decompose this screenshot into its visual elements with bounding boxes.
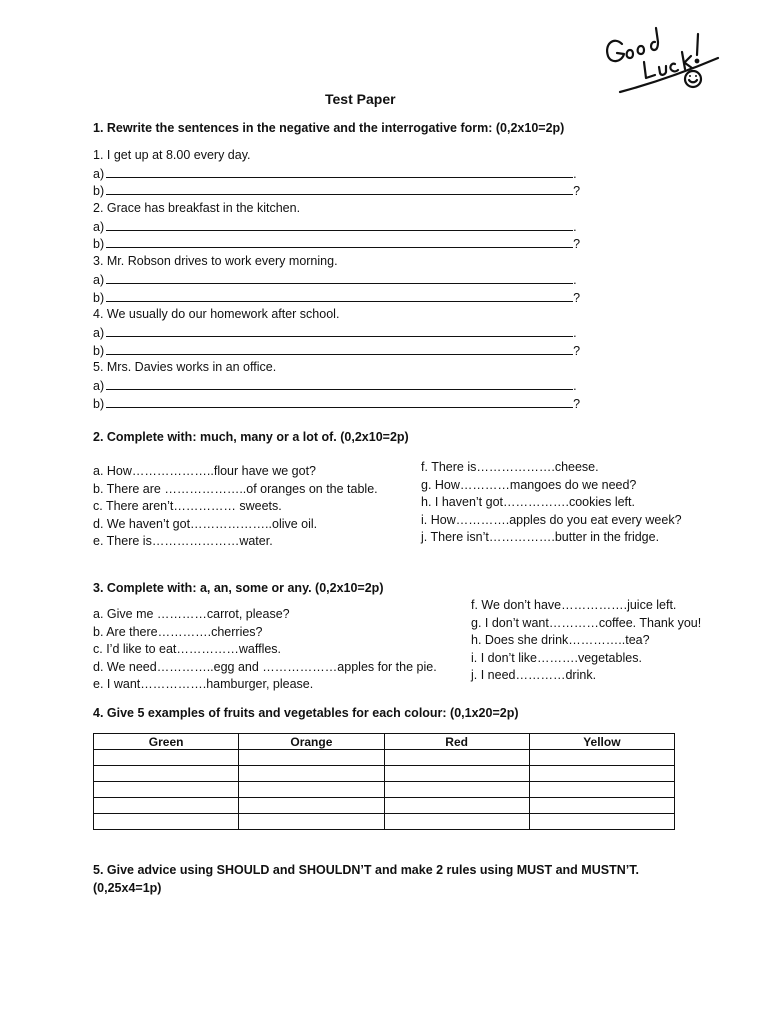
sentence-1: 1. I get up at 8.00 every day. [93, 148, 251, 162]
section-3-heading: 3. Complete with: a, an, some or any. (0,2x10=2p) [93, 581, 384, 595]
exercise-item: b. There are ………………..of oranges on the table. [93, 481, 378, 496]
exercise-item: h. I haven’t got…………….cookies left. [421, 495, 635, 510]
table-row [94, 798, 675, 814]
table-cell[interactable] [384, 782, 529, 798]
table-row [94, 814, 675, 830]
column-header-yellow: Yellow [529, 734, 674, 750]
column-header-green: Green [94, 734, 239, 750]
answer-line[interactable]: a) . [93, 325, 577, 340]
exercise-item: f. There is……………….cheese. [421, 460, 599, 474]
sentence-3: 3. Mr. Robson drives to work every morning. [93, 254, 338, 269]
exercise-item: g. How…………mangoes do we need? [421, 477, 637, 492]
section-1-lines [93, 147, 693, 412]
exercise-item: i. I don’t like……….vegetables. [471, 650, 642, 665]
colour-table [93, 733, 675, 830]
table-row [94, 782, 675, 798]
table-cell[interactable] [239, 814, 384, 830]
exercise-item: c. I’d like to eat……………waffles. [93, 642, 282, 657]
answer-line[interactable]: b) ? [93, 343, 581, 358]
exercise-item: j. I need…………drink. [471, 668, 597, 683]
column-header-red: Red [384, 734, 529, 750]
table-row [94, 766, 675, 782]
sentence-4: 4. We usually do our homework after school. [93, 307, 340, 322]
good-luck-drawing [600, 22, 725, 100]
answer-line[interactable]: b) ? [93, 184, 581, 199]
section-5-heading-line-1: 5. Give advice using SHOULD and SHOULDN’T and make 2 rules using MUST and MUSTN’T. [93, 863, 639, 877]
table-cell[interactable] [384, 766, 529, 782]
table-cell[interactable] [239, 798, 384, 814]
answer-line[interactable]: a) . [93, 219, 577, 234]
table-cell[interactable] [529, 766, 674, 782]
exercise-item: c. There aren’t…………… sweets. [93, 499, 282, 514]
section-2-left-column [93, 463, 378, 551]
section-5-heading-line-2: (0,25x4=1p) [93, 881, 162, 895]
good-luck-logo [600, 22, 725, 100]
table-cell[interactable] [384, 814, 529, 830]
table-cell[interactable] [239, 766, 384, 782]
answer-line[interactable]: b) ? [93, 290, 581, 305]
table-cell[interactable] [94, 750, 239, 766]
exercise-item: f. We don’t have…………….juice left. [471, 598, 677, 612]
table-cell[interactable] [529, 798, 674, 814]
exercise-item: i. How………….apples do you eat every week? [421, 512, 682, 527]
sentence-5: 5. Mrs. Davies works in an office. [93, 360, 277, 375]
exercise-item: d. We need…………..egg and ………………apples for the pie. [93, 659, 437, 674]
sentence-2: 2. Grace has breakfast in the kitchen. [93, 201, 301, 216]
table-cell[interactable] [529, 750, 674, 766]
exercise-item: a. How………………..flour have we got? [93, 464, 316, 478]
page-title: Test Paper [325, 91, 396, 107]
exercise-item: j. There isn’t…………….butter in the fridge. [421, 530, 660, 545]
table-cell[interactable] [94, 782, 239, 798]
answer-line[interactable]: b) ? [93, 237, 581, 252]
table-cell[interactable] [239, 750, 384, 766]
section-2-heading: 2. Complete with: much, many or a lot of. (0,2x10=2p) [93, 430, 409, 444]
table-cell[interactable] [94, 814, 239, 830]
section-3-left-column [93, 606, 437, 694]
column-header-orange: Orange [239, 734, 384, 750]
exercise-item: g. I don’t want…………coffee. Thank you! [471, 615, 702, 630]
table-cell[interactable] [239, 782, 384, 798]
section-4-heading: 4. Give 5 examples of fruits and vegetables for each colour: (0,1x20=2p) [93, 706, 519, 720]
exercise-item: a. Give me …………carrot, please? [93, 607, 290, 621]
table-cell[interactable] [529, 782, 674, 798]
table-cell[interactable] [94, 798, 239, 814]
table-cell[interactable] [529, 814, 674, 830]
exercise-item: d. We haven’t got………………..olive oil. [93, 516, 318, 531]
table-row [94, 750, 675, 766]
exercise-item: b. Are there………….cherries? [93, 624, 263, 639]
section-1-heading: 1. Rewrite the sentences in the negative and the interrogative form: (0,2x10=2p) [93, 121, 565, 135]
table-cell[interactable] [94, 766, 239, 782]
answer-line[interactable]: b) ? [93, 396, 581, 411]
exercise-item: e. I want…………….hamburger, please. [93, 677, 314, 692]
exercise-item: e. There is…………………water. [93, 534, 273, 549]
answer-line[interactable]: a) . [93, 378, 577, 393]
table-cell[interactable] [384, 798, 529, 814]
section-3-right-column [471, 597, 701, 685]
section-2-right-column [421, 459, 682, 547]
table-cell[interactable] [384, 750, 529, 766]
answer-line[interactable]: a) . [93, 272, 577, 287]
table-header-row [94, 734, 675, 750]
answer-line[interactable]: a) . [93, 166, 577, 181]
exercise-item: h. Does she drink…………..tea? [471, 633, 650, 648]
